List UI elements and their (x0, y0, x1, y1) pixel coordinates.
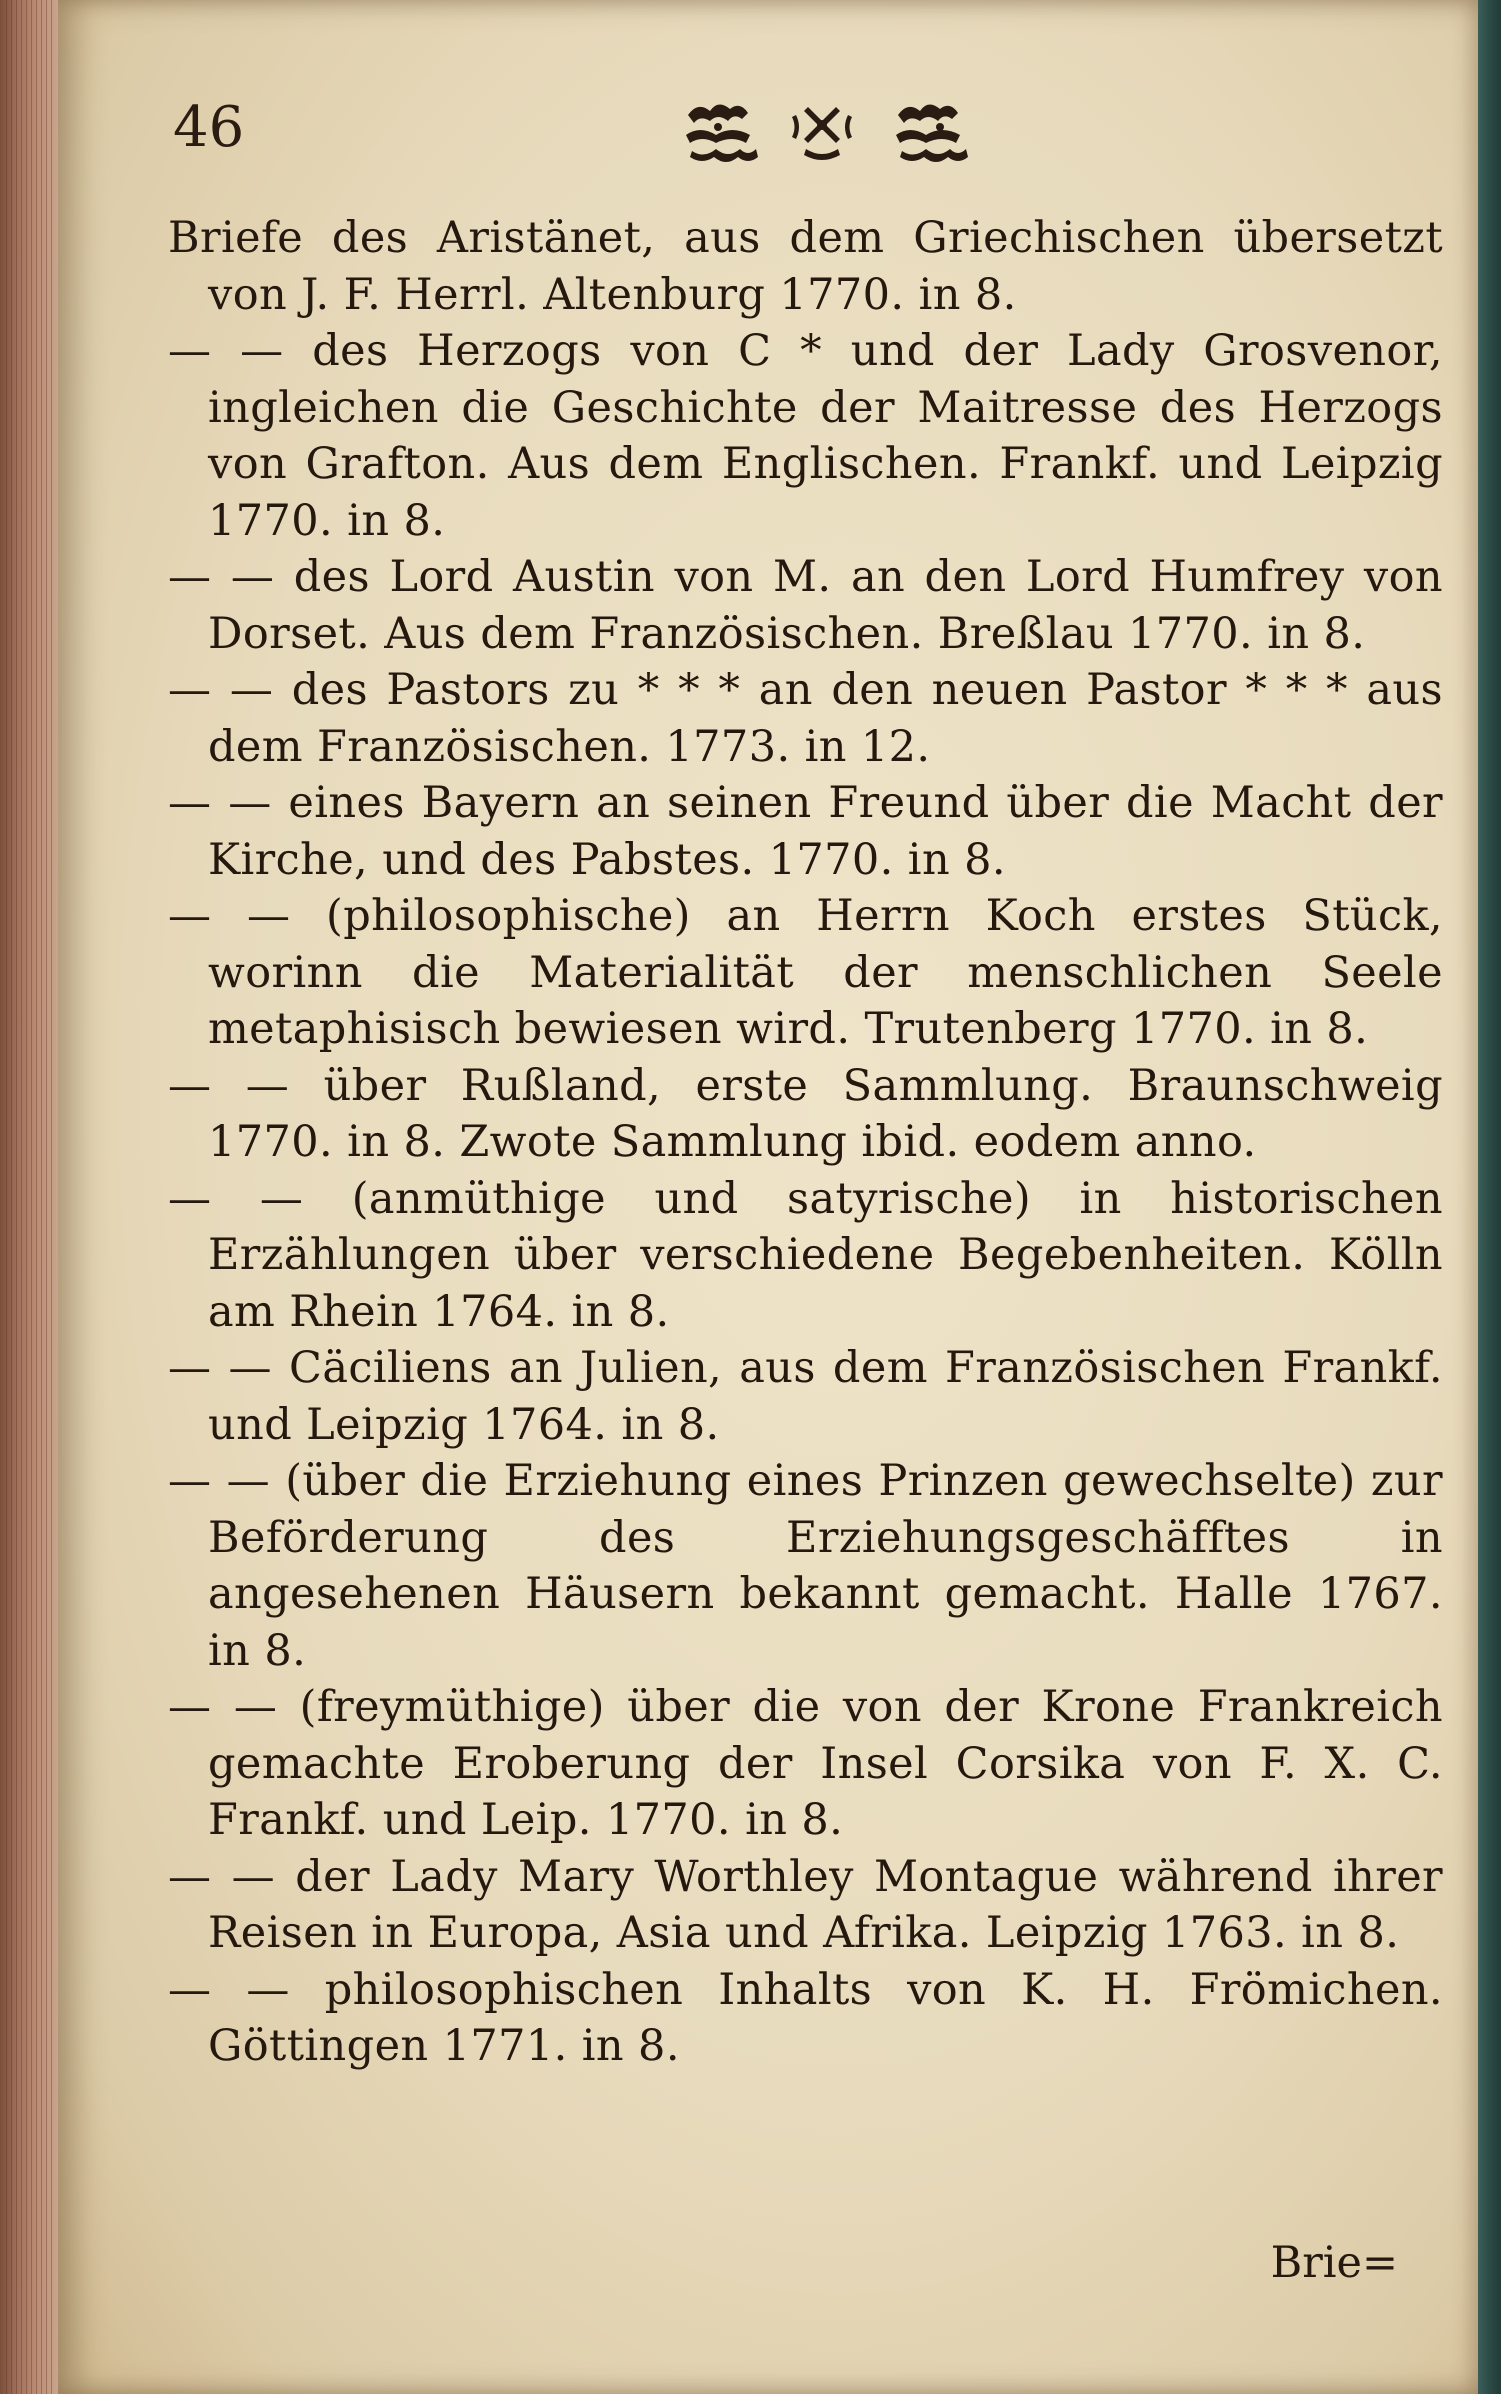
bibliography-entry: — — Cäciliens an Julien, aus dem Französischen Frankf. und Leipzig 1764. in 8. (168, 1343, 1443, 1450)
bibliography-entry: — — des Herzogs von C * und der Lady Grosvenor, ingleichen die Geschichte der Maitresse des Herzogs von Grafton. Aus dem Englischen. Frankf. und Leipzig 1770. in 8. (168, 326, 1443, 546)
page-number: 46 (173, 95, 245, 160)
bibliography-entry: — — (freymüthige) über die von der Krone Frankreich gemachte Eroberung der Insel Corsika von F. X. C. Frankf. und Leip. 1770. in 8. (168, 1682, 1443, 1845)
gutter-page-edges (6, 0, 52, 2394)
bibliography-entry: — — des Lord Austin von M. an den Lord Humfrey von Dorset. Aus dem Französischen. Breßlau 1770. in 8. (168, 552, 1443, 659)
book-cover-edge (1478, 0, 1501, 2394)
bibliography-entry: — — über Rußland, erste Sammlung. Braunschweig 1770. in 8. Zwote Sammlung ibid. eodem anno. (168, 1060, 1443, 1167)
bibliography-entry: — — eines Bayern an seinen Freund über die Macht der Kirche, und des Pabstes. 1770. in 8. (168, 778, 1443, 885)
bibliography-entry: — — (über die Erziehung eines Prinzen gewechselte) zur Beförderung des Erziehungsgeschäfftes in angesehenen Häusern bekannt gemacht. Halle 1767. in 8. (168, 1456, 1443, 1676)
page-gutter (0, 0, 58, 2394)
bibliography-entry: — — philosophischen Inhalts von K. H. Frömichen. Göttingen 1771. in 8. (168, 1964, 1443, 2071)
bibliography-entry: — — (anmüthige und satyrische) in historischen Erzählungen über verschiedene Begebenheiten. Kölln am Rhein 1764. in 8. (168, 1173, 1443, 1337)
catchword: Brie= (1270, 2238, 1398, 2288)
page-header (173, 95, 1453, 175)
bibliography-entry: — — des Pastors zu * * * an den neuen Pastor * * * aus dem Französischen. 1773. in 12. (168, 665, 1443, 772)
bibliography-entry: — — (philosophische) an Herrn Koch erstes Stück, worinn die Materialität der menschlichen Seele metaphisisch bewiesen wird. Trutenberg 1770. in 8. (168, 891, 1443, 1054)
bibliography-entry: — — der Lady Mary Worthley Montague während ihrer Reisen in Europa, Asia und Afrika. Leipzig 1763. in 8. (168, 1851, 1443, 1958)
bibliography-entry: Briefe des Aristänet, aus dem Griechischen übersetzt von J. F. Herrl. Altenburg 1770. in 8. (168, 213, 1443, 320)
header-ornament-icon (678, 95, 998, 167)
book-page (58, 0, 1478, 2394)
bibliography-list (168, 210, 1443, 2075)
